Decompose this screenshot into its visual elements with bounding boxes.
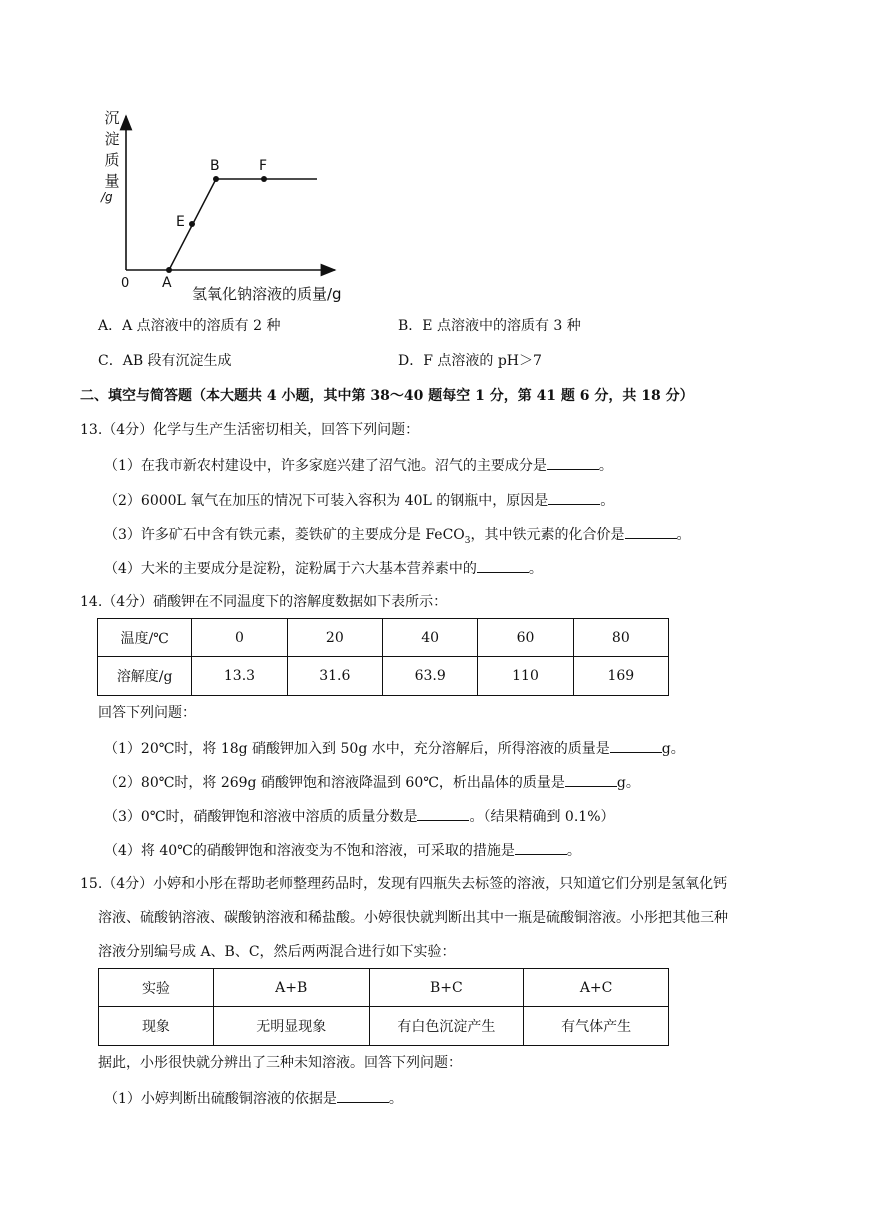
answer-blank[interactable] (625, 524, 677, 539)
q14-part-3-text: （3）0℃时，硝酸钾饱和溶液中溶质的质量分数是 (104, 809, 418, 825)
q13-part-2-end: 。 (600, 493, 615, 509)
q14-stem: 14.（4分）硝酸钾在不同温度下的溶解度数据如下表所示： (80, 594, 448, 610)
table-cell: 31.6 (287, 657, 382, 696)
table-cell: 溶解度/g (98, 657, 192, 696)
y-axis-unit: /g (101, 190, 113, 204)
option-b: B．E 点溶液中的溶质有 3 种 (398, 318, 581, 334)
table-row (98, 619, 669, 657)
table-cell: 40 (383, 619, 478, 657)
q14-part-2 (104, 772, 640, 792)
experiment-table (98, 968, 669, 1046)
table-cell: A+B (213, 969, 369, 1007)
point-b-marker (213, 176, 219, 182)
point-a-marker (166, 267, 172, 273)
q14-part-1-unit: g。 (661, 741, 685, 757)
point-f-label: F (259, 158, 268, 174)
answer-blank[interactable] (547, 455, 599, 470)
y-label-char-1: 沉 (104, 109, 120, 127)
table-cell: 169 (573, 657, 668, 696)
q13-part-3 (104, 524, 691, 550)
table-row (98, 657, 669, 696)
precipitate-graph (95, 100, 365, 305)
q14-part-4-text: （4）将 40℃的硝酸钾饱和溶液变为不饱和溶液，可采取的措施是 (104, 843, 515, 859)
answer-blank[interactable] (417, 806, 469, 821)
q13-part-2 (104, 490, 614, 510)
answer-blank[interactable] (477, 558, 529, 573)
solubility-table (97, 618, 669, 696)
q14-part-3-tail: 。（结果精确到 0.1%） (469, 809, 615, 825)
table-cell: 温度/℃ (98, 619, 192, 657)
answer-blank[interactable] (548, 490, 600, 505)
answer-blank[interactable] (610, 738, 662, 753)
q14-part-2-unit: g。 (616, 775, 640, 791)
table-cell: 13.3 (192, 657, 287, 696)
table-row (99, 969, 669, 1007)
section-heading: 二、填空与简答题（本大题共 4 小题，其中第 38～40 题每空 1 分，第 41 题 6 分，共 18 分） (80, 388, 694, 404)
table-cell: 有白色沉淀产生 (369, 1007, 524, 1046)
q15-part-1-text: （1）小婷判断出硫酸铜溶液的依据是 (104, 1091, 337, 1107)
q15-part-1-end: 。 (388, 1091, 403, 1107)
option-d: D．F 点溶液的 pH＞7 (398, 353, 542, 369)
answer-blank[interactable] (565, 772, 617, 787)
q13-part-4 (104, 558, 543, 578)
q13-part-4-text: （4）大米的主要成分是淀粉，淀粉属于六大基本营养素中的 (104, 561, 477, 577)
table-cell: 60 (478, 619, 573, 657)
table-cell: 实验 (99, 969, 214, 1007)
q13-part-2-text: （2）6000L 氧气在加压的情况下可装入容积为 40L 的钢瓶中，原因是 (104, 493, 549, 509)
q14-part-4 (104, 840, 581, 860)
q15-lead: 据此，小彤很快就分辨出了三种未知溶液。回答下列问题： (98, 1055, 462, 1071)
q14-part-1-text: （1）20℃时，将 18g 硝酸钾加入到 50g 水中，充分溶解后，所得溶液的质量是 (104, 741, 610, 757)
q13-part-3-text-b: ，其中铁元素的化合价是 (470, 527, 625, 543)
q13-part-1 (104, 455, 613, 475)
graph-svg (95, 100, 365, 305)
q13-part-4-end: 。 (528, 561, 543, 577)
table-cell: 80 (573, 619, 668, 657)
q14-part-3 (104, 806, 615, 826)
q13-stem: 13.（4分）化学与生产生活密切相关，回答下列问题： (80, 422, 420, 438)
q14-part-2-text: （2）80℃时，将 269g 硝酸钾饱和溶液降温到 60℃，析出晶体的质量是 (104, 775, 565, 791)
q15-line-2: 溶液、硫酸钠溶液、碳酸钠溶液和稀盐酸。小婷很快就判断出其中一瓶是硫酸铜溶液。小彤把其他三种 (98, 910, 728, 926)
origin-label: 0 (121, 276, 130, 291)
table-cell: 0 (192, 619, 287, 657)
q14-lead: 回答下列问题： (98, 705, 196, 721)
q13-part-3-subscript: 3 (464, 535, 471, 546)
option-a: A．A 点溶液中的溶质有 2 种 (98, 318, 281, 334)
q13-part-3-end: 。 (676, 527, 691, 543)
point-b-label: B (210, 158, 220, 174)
table-cell: A+C (524, 969, 669, 1007)
q14-part-1 (104, 738, 685, 758)
answer-blank[interactable] (515, 840, 567, 855)
table-cell: 110 (478, 657, 573, 696)
table-cell: 无明显现象 (213, 1007, 369, 1046)
x-axis-label: 氢氧化钠溶液的质量/g (192, 285, 342, 303)
table-cell: B+C (369, 969, 524, 1007)
y-label-char-3: 质 (104, 151, 120, 169)
y-label-char-2: 淀 (104, 130, 120, 148)
answer-blank[interactable] (337, 1088, 389, 1103)
table-row (99, 1007, 669, 1046)
table-cell: 现象 (99, 1007, 214, 1046)
q13-part-1-end: 。 (598, 458, 613, 474)
q13-part-1-text: （1）在我市新农村建设中，许多家庭兴建了沼气池。沼气的主要成分是 (104, 458, 547, 474)
point-f-marker (261, 176, 267, 182)
table-cell: 63.9 (383, 657, 478, 696)
point-e-label: E (176, 214, 185, 230)
q14-part-4-end: 。 (566, 843, 581, 859)
q15-line-1: 15.（4分）小婷和小彤在帮助老师整理药品时，发现有四瓶失去标签的溶液，只知道它们分别是氢氧化钙 (80, 876, 728, 892)
point-e-marker (189, 221, 195, 227)
q15-line-3: 溶液分别编号成 A、B、C，然后两两混合进行如下实验： (98, 944, 456, 960)
point-a-label: A (162, 275, 172, 291)
table-cell: 有气体产生 (524, 1007, 669, 1046)
y-label-char-4: 量 (104, 172, 120, 190)
table-cell: 20 (287, 619, 382, 657)
q15-part-1 (104, 1088, 403, 1108)
q13-part-3-text-a: （3）许多矿石中含有铁元素，菱铁矿的主要成分是 FeCO (104, 527, 465, 543)
option-c: C．AB 段有沉淀生成 (98, 353, 232, 369)
